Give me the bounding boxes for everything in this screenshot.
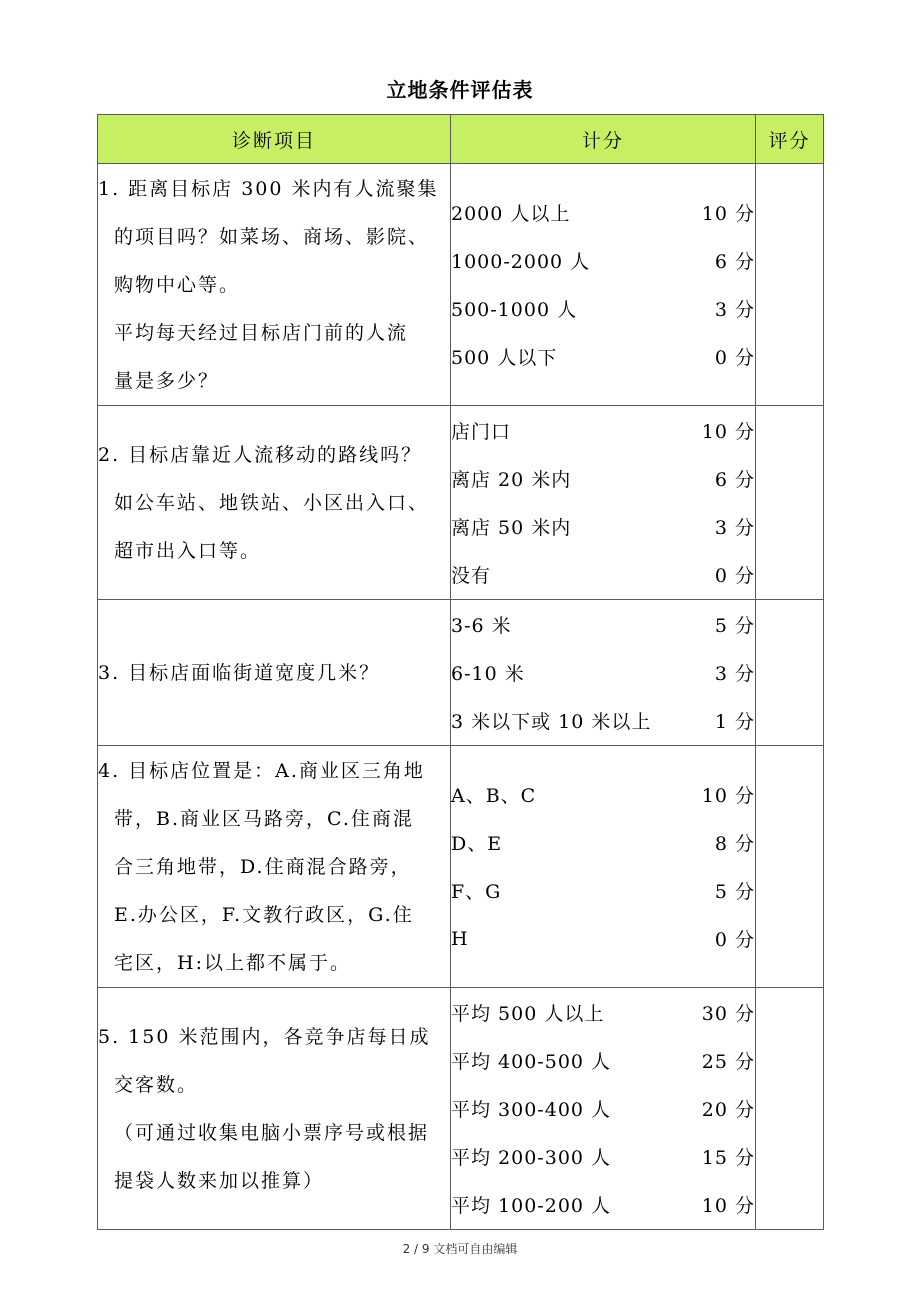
option-points: 3 分 xyxy=(714,299,755,321)
option-label: 2000 人以上 xyxy=(451,203,571,225)
option-label: 离店 50 米内 xyxy=(451,517,572,539)
option-label: 平均 100-200 人 xyxy=(451,1195,612,1217)
option-item xyxy=(451,771,755,819)
option-label: H xyxy=(451,927,469,950)
option-item xyxy=(451,551,755,599)
option-points: 10 分 xyxy=(701,785,755,807)
option-item xyxy=(451,407,755,455)
option-item xyxy=(451,989,755,1037)
option-item xyxy=(451,333,755,381)
header-score-rule: 计分 xyxy=(451,115,756,164)
option-item xyxy=(451,867,755,915)
options-cell xyxy=(451,600,756,746)
table-row xyxy=(98,746,824,988)
options-cell xyxy=(451,988,756,1230)
option-label: 离店 20 米内 xyxy=(451,469,572,491)
options-cell xyxy=(451,164,756,406)
question-line: 2. 目标店靠近人流移动的路线吗？ xyxy=(98,443,423,466)
options-cell xyxy=(451,746,756,988)
question-line: 交客数。 xyxy=(114,1073,199,1096)
option-label: 没有 xyxy=(451,565,492,587)
option-item xyxy=(451,1181,755,1229)
option-label: F、G xyxy=(451,881,502,903)
question-line: 带，B.商业区马路旁，C.住商混 xyxy=(114,807,414,830)
table-row xyxy=(98,406,824,600)
question-line: 5. 150 米范围内，各竞争店每日成 xyxy=(98,1025,431,1048)
option-item xyxy=(451,189,755,237)
question-line: 超市出入口等。 xyxy=(114,539,262,562)
question-line: （可通过收集电脑小票序号或根据 xyxy=(114,1121,430,1144)
option-item xyxy=(451,503,755,551)
question-line: 的项目吗？如菜场、商场、影院、 xyxy=(114,225,430,248)
option-item xyxy=(451,819,755,867)
table-row xyxy=(98,600,824,746)
question-line: 合三角地带，D.住商混合路旁， xyxy=(114,855,412,878)
question-cell xyxy=(98,746,451,988)
question-cell xyxy=(98,600,451,746)
page-footer: 2 / 9 文档可自由编辑 xyxy=(402,1242,518,1256)
header-item: 诊断项目 xyxy=(98,115,451,164)
option-points: 5 分 xyxy=(714,881,755,903)
option-points: 10 分 xyxy=(701,1195,755,1217)
option-item xyxy=(451,697,755,745)
question-line: 平均每天经过目标店门前的人流 xyxy=(114,321,409,344)
option-points: 8 分 xyxy=(714,833,755,855)
option-label: D、E xyxy=(451,833,503,855)
option-label: 店门口 xyxy=(451,421,512,443)
question-line: 3. 目标店面临街道宽度几米？ xyxy=(98,661,381,684)
option-item xyxy=(451,1085,755,1133)
option-item xyxy=(451,915,755,963)
question-line: 1. 距离目标店 300 米内有人流聚集 xyxy=(98,177,439,200)
option-label: 6-10 米 xyxy=(451,663,525,685)
option-label: A、B、C xyxy=(451,785,537,807)
option-points: 25 分 xyxy=(701,1051,755,1073)
option-points: 10 分 xyxy=(701,421,755,443)
option-points: 5 分 xyxy=(714,615,755,637)
rating-cell[interactable] xyxy=(756,988,824,1230)
option-item xyxy=(451,285,755,333)
option-points: 6 分 xyxy=(714,251,755,273)
header-rating: 评分 xyxy=(756,115,824,164)
option-item xyxy=(451,1037,755,1085)
option-label: 500-1000 人 xyxy=(451,299,578,321)
question-line: 如公车站、地铁站、小区出入口、 xyxy=(114,491,430,514)
rating-cell[interactable] xyxy=(756,746,824,988)
question-line: 购物中心等。 xyxy=(114,273,241,296)
table-row xyxy=(98,164,824,406)
option-item xyxy=(451,237,755,285)
option-item xyxy=(451,1133,755,1181)
option-points: 15 分 xyxy=(701,1147,755,1169)
question-cell xyxy=(98,988,451,1230)
option-item xyxy=(451,455,755,503)
option-points: 1 分 xyxy=(714,711,755,733)
option-points: 0 分 xyxy=(714,565,755,587)
option-points: 0 分 xyxy=(714,347,755,369)
header-row xyxy=(98,115,824,164)
options-cell xyxy=(451,406,756,600)
question-line: 量是多少？ xyxy=(114,369,220,392)
rating-cell[interactable] xyxy=(756,406,824,600)
question-line: 4. 目标店位置是：A.商业区三角地 xyxy=(98,759,425,782)
question-cell xyxy=(98,406,451,600)
question-line: 提袋人数来加以推算） xyxy=(114,1169,325,1192)
option-label: 3 米以下或 10 米以上 xyxy=(451,711,652,733)
option-points: 10 分 xyxy=(701,203,755,225)
evaluation-table xyxy=(97,114,824,1230)
rating-cell[interactable] xyxy=(756,600,824,746)
option-label: 平均 300-400 人 xyxy=(451,1099,612,1121)
option-points: 3 分 xyxy=(714,663,755,685)
page-title: 立地条件评估表 xyxy=(386,78,534,102)
option-item xyxy=(451,601,755,649)
option-points: 20 分 xyxy=(701,1099,755,1121)
option-label: 500 人以下 xyxy=(451,347,558,369)
option-points: 3 分 xyxy=(714,517,755,539)
option-label: 平均 500 人以上 xyxy=(451,1003,605,1025)
question-cell xyxy=(98,164,451,406)
option-points: 6 分 xyxy=(714,469,755,491)
option-label: 平均 400-500 人 xyxy=(451,1051,612,1073)
rating-cell[interactable] xyxy=(756,164,824,406)
option-points: 30 分 xyxy=(701,1003,755,1025)
question-line: 宅区，H:以上都不属于。 xyxy=(114,951,351,974)
option-points: 0 分 xyxy=(714,929,755,951)
question-line: E.办公区，F.文教行政区，G.住 xyxy=(114,903,414,926)
option-label: 1000-2000 人 xyxy=(451,251,591,273)
table-row xyxy=(98,988,824,1230)
option-item xyxy=(451,649,755,697)
option-label: 3-6 米 xyxy=(451,615,512,637)
option-label: 平均 200-300 人 xyxy=(451,1147,612,1169)
